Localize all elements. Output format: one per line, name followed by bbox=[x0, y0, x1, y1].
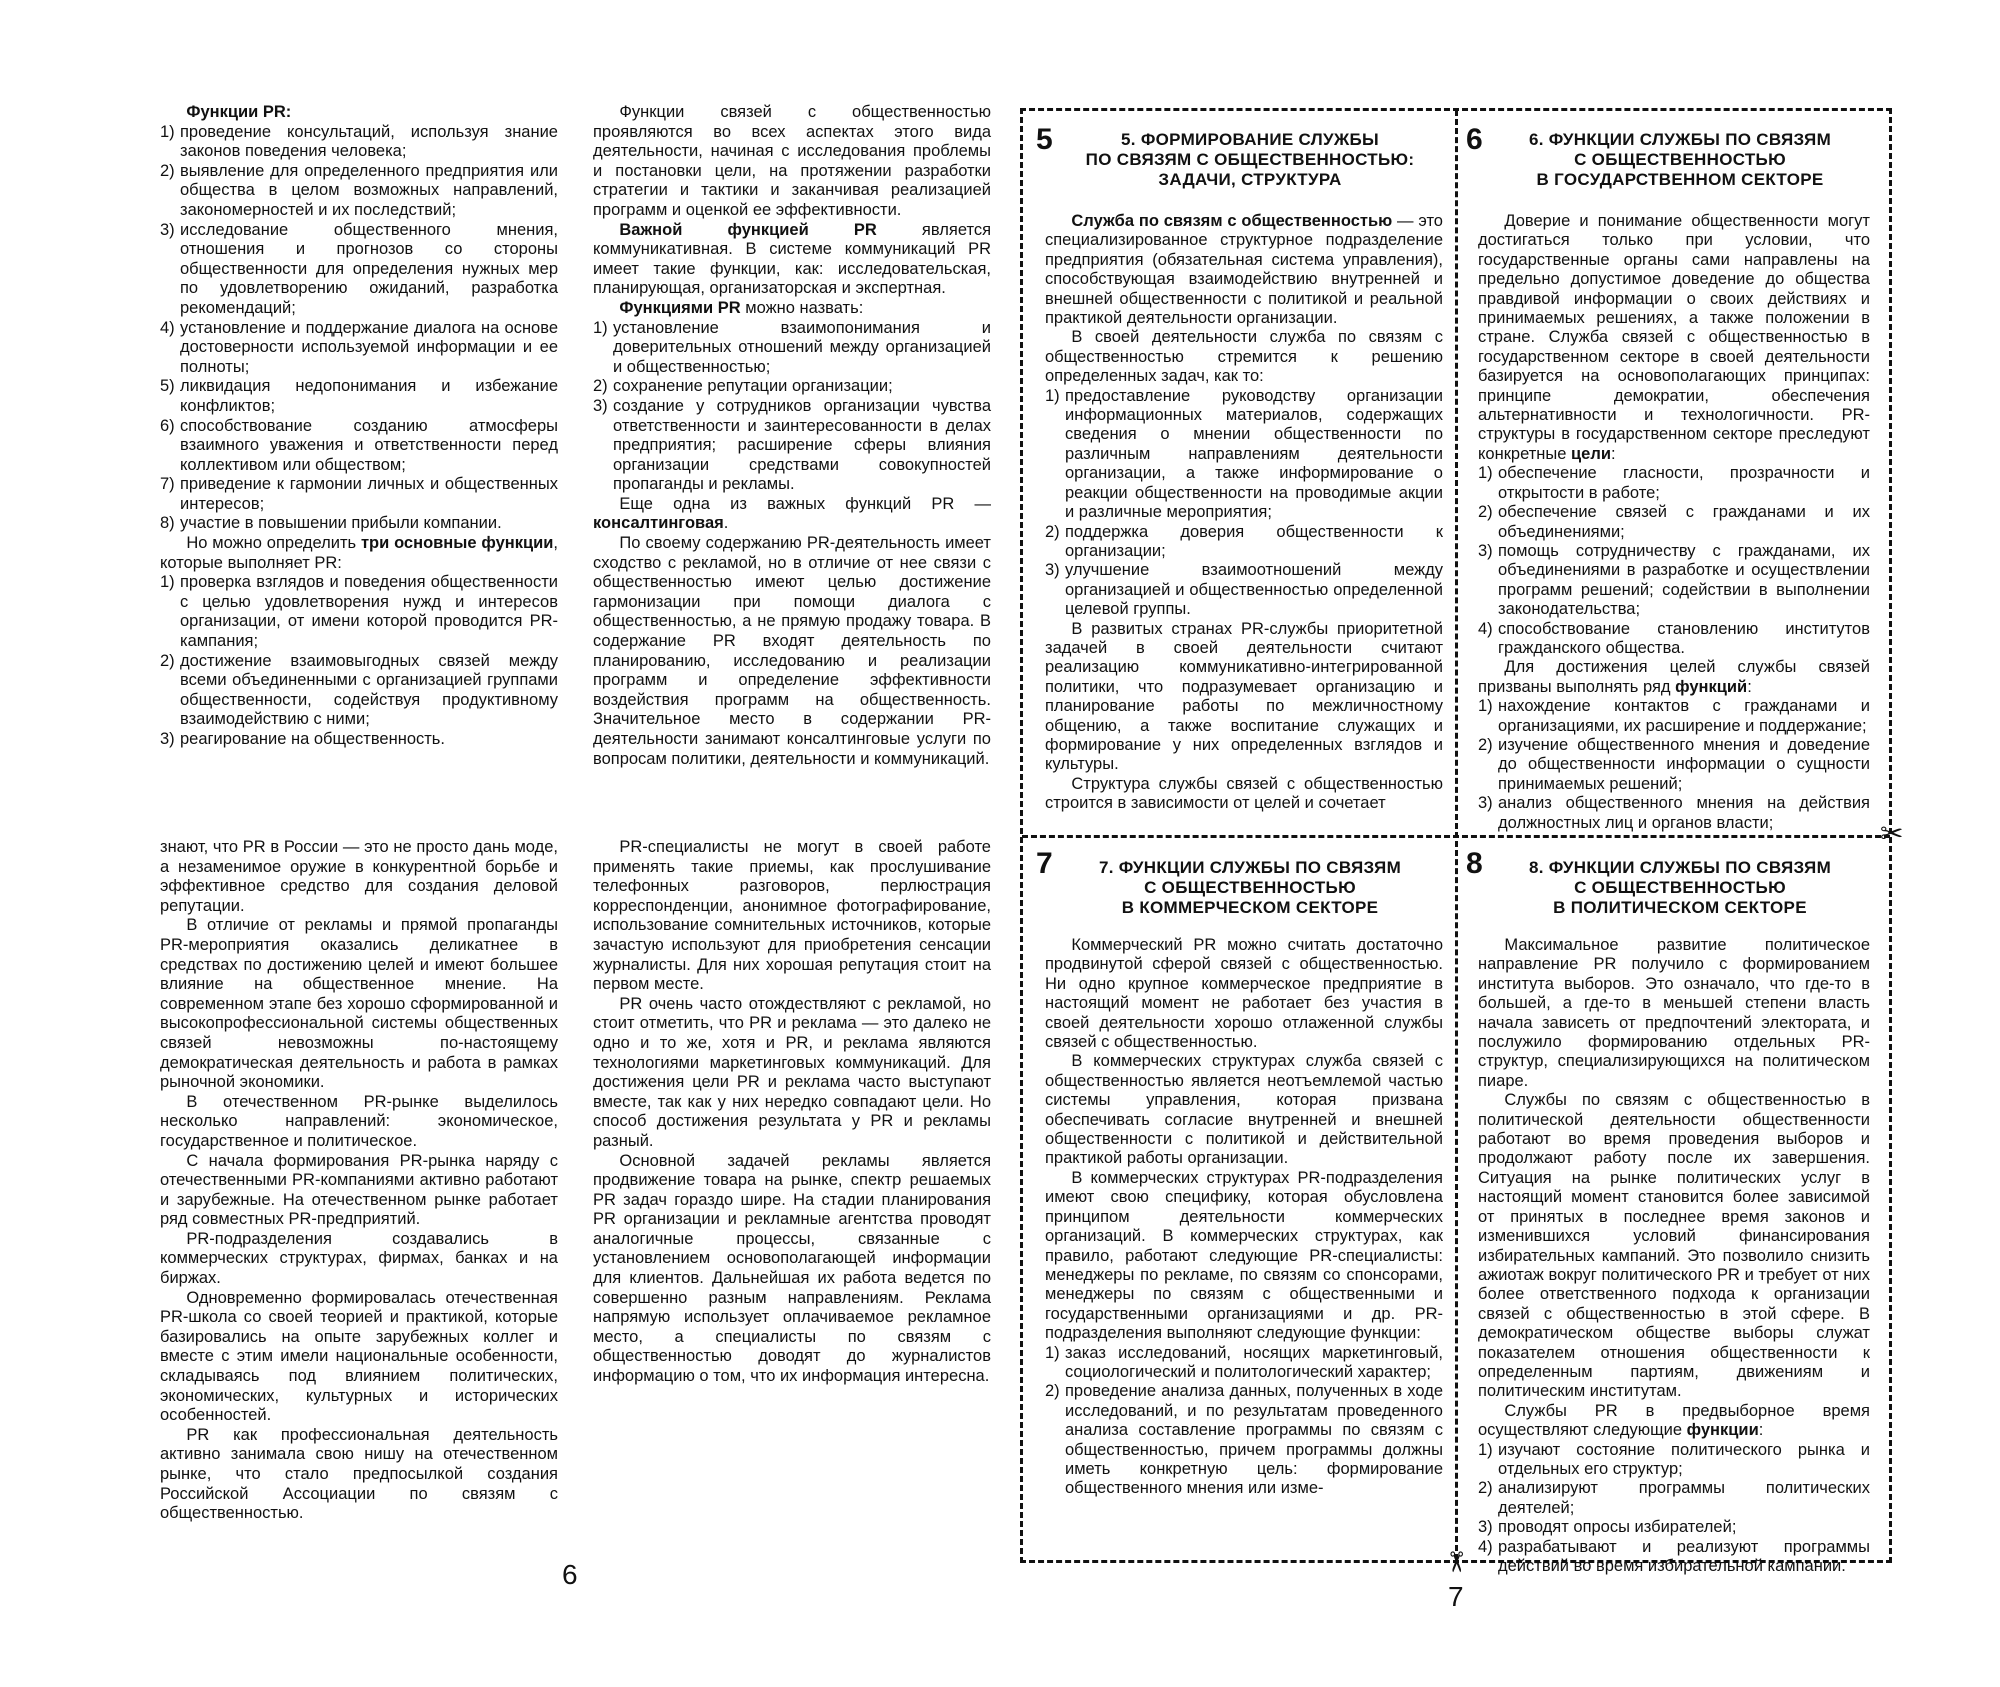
paragraph: Служба по связям с общественностью — это специализированное структурное подразделение предприятия (обязательная система управления), способствующая взаимодействию внутренней и внешней общественности с политикой и реальной практикой деятельности организации. bbox=[1045, 212, 1443, 328]
card8-list bbox=[1478, 1441, 1870, 1577]
paragraph: Для достижения целей службы связей призваны выполнять ряд функций: bbox=[1478, 658, 1870, 696]
list-item: 6) способствование созданию атмосферы взаимного уважения и ответственности перед коллективом или обществом; bbox=[160, 416, 558, 474]
list-item: 1) нахождение контактов с гражданами и организациями, их расширение и поддержание; bbox=[1478, 697, 1870, 735]
card6-body bbox=[1478, 212, 1870, 832]
list-item: 1) проверка взглядов и поведения общественности с целью удовлетворения нужд и интересов организации, от имени которой проводится PR-кампания; bbox=[160, 573, 558, 651]
paragraph: В коммерческих структурах служба связей с общественностью является неотъемлемой частью системы управления, которая призвана обеспечивать согласие внутренней и внешней общественности с политикой и действительной практикой работы организации. bbox=[1045, 1052, 1443, 1168]
functions-heading: Функции PR: bbox=[186, 103, 292, 121]
list-item: 5) ликвидация недопонимания и избежание конфликтов; bbox=[160, 377, 558, 415]
list-item: 1) предоставление руководству организации информационных материалов, содержащих сведения о мнении общественности по различным направлениям деятельности организации, а также информирование о реакции общественности на проводимые акции и различные мероприятия; bbox=[1045, 386, 1443, 522]
card8-title: 8. ФУНКЦИИ СЛУЖБЫ ПО СВЯЗЯМ С ОБЩЕСТВЕННОСТЬЮ В ПОЛИТИЧЕСКОМ СЕКТОРЕ bbox=[1528, 858, 1832, 917]
paragraph: В отечественном PR-рынке выделилось несколько направлений: экономическое, государственное и политическое. bbox=[160, 1092, 558, 1150]
list-item: 1) обеспечение гласности, прозрачности и открытости в работе; bbox=[1478, 464, 1870, 502]
list-item: 1) заказ исследований, носящих маркетинговый, социологический и политологический характер; bbox=[1045, 1343, 1443, 1381]
three-functions-list bbox=[160, 573, 558, 749]
paragraph: В отличие от рекламы и прямой пропаганды PR-мероприятия оказались деликатнее в средствах по достижению целей и имеют большее влияние на общественное мнение. На современном этапе без хорошо сформированной и высокопрофессиональной системы общественных связей невозможны по-настоящему демократическая деятельность и работа в рамках рыночной экономики. bbox=[160, 916, 558, 1092]
list-item: 3) помощь сотрудничеству с гражданами, их объединениями в разработке и осуществлении программ решений; содействии в выполнении законодательства; bbox=[1478, 541, 1870, 619]
list-item: 4) разрабатывают и реализуют программы действий во время избирательной кампании. bbox=[1478, 1537, 1870, 1575]
card7-title: 7. ФУНКЦИИ СЛУЖБЫ ПО СВЯЗЯМ С ОБЩЕСТВЕННОСТЬЮ В КОММЕРЧЕСКОМ СЕКТОРЕ bbox=[1098, 858, 1402, 917]
list-item: 2) выявление для определенного предприятия или общества в целом возможных направлений, закономерностей и их последствий; bbox=[160, 161, 558, 219]
list-item: 3) реагирование на общественность. bbox=[160, 730, 445, 748]
list-item: 3) создание у сотрудников организации чувства ответственности и заинтересованности в делах предприятия; расширение сферы влияния организации средствами совокупностей пропаганды и рекламы. bbox=[593, 396, 991, 494]
list-item: 1) проведение консультаций, используя знание законов поведения человека; bbox=[160, 122, 558, 161]
list-item: 2) проведение анализа данных, полученных в ходе исследований, и по результатам проведенного анализа составление программы по связям с общественностью, причем программы должны иметь конкретную цель: формирование общественного мнения или изме- bbox=[1045, 1382, 1443, 1498]
paragraph: Службы по связям с общественностью в политической деятельности общественности работают во время проведения выборов и продолжают работу после их завершения. Ситуация на рынке политических услуг в настоящий момент становится более зависимой от принятых в последнее время законов и изменившихся условий финансирования избирательных кампаний. Это позволило снизить ажиотаж вокруг политического PR и требует от них более ответственного подхода к организации связей с общественностью в этой сфере. В демократическом обществе выборы служат показателем отношения общественности к определенным партиям, движениям и политическим институтам. bbox=[1478, 1091, 1870, 1401]
left-col2-top bbox=[593, 103, 991, 793]
paragraph: В коммерческих структурах PR-подразделения имеют свою специфику, которая обусловлена принципом деятельности коммерческих организаций. В коммерческих структурах, как правило, работают следующие PR-специалисты: менеджеры по рекламе, по связям со спонсорами, менеджеры по связям с общественными и государственными организациями и др. PR-подразделения выполняют следующие функции: bbox=[1045, 1168, 1443, 1343]
paragraph: Доверие и понимание общественности могут достигаться только при условии, что государственные органы сами направлены на предельно допустимое доведение до общества правдивой информации о своих действиях и принимаемых решениях, а также положении в стране. Служба связей с общественностью в государственном секторе в своей деятельности базируется на основополагающих принципах: принципе демократии, обеспечения альтернативности и технологичности. PR-структуры в государственном секторе преследуют конкретные цели: bbox=[1478, 212, 1870, 463]
paragraph: PR-специалисты не могут в своей работе применять такие приемы, как прослушивание телефонных разговоров, перлюстрация корреспонденции, анонимное фотографирование, использование сомнительных источников, которые зачастую используют для приобретения сенсации журналисты. Для них хорошая репутация стоит на первом месте. bbox=[593, 838, 991, 994]
list-item: 2) обеспечение связей с гражданами и их объединениями; bbox=[1478, 503, 1870, 541]
list-item: 2) изучение общественного мнения и доведение до общественности информации о сущности принимаемых решений; bbox=[1478, 735, 1870, 793]
list-item: 8) участие в повышении прибыли компании. bbox=[160, 514, 502, 533]
card5-body bbox=[1045, 212, 1443, 828]
list-item: 1) изучают состояние политического рынка и отдельных его структур; bbox=[1478, 1440, 1870, 1478]
page-number-right: 7 bbox=[1448, 1581, 1464, 1612]
card6-functions-list bbox=[1478, 697, 1870, 833]
paragraph: Службы PR в предвыборное время осуществляют следующие функции: bbox=[1478, 1401, 1870, 1440]
paragraph: Коммерческий PR можно считать достаточно продвинутой сферой связей с общественностью. Ни одно крупное коммерческое предприятие в настоящий момент не работает без участия в своей деятельности хорошо отлаженной службы связей с общественностью. bbox=[1045, 936, 1443, 1052]
paragraph: Функциями PR можно назвать: bbox=[619, 298, 864, 317]
left-col1-top bbox=[160, 103, 558, 748]
paragraph: Функции связей с общественностью проявляются во всех аспектах этого вида деятельности, начиная с исследования проблемы и постановки цели, на протяжении разработки стратегии и тактики и заканчивая реализацией программ и оценкой ее эффективности. bbox=[593, 103, 991, 219]
list-item: 2) поддержка доверия общественности к организации; bbox=[1045, 522, 1443, 560]
pr-functions-list bbox=[593, 319, 991, 495]
paragraph: Структура службы связей с общественностью строится в зависимости от целей и сочетает bbox=[1045, 774, 1443, 813]
list-item: 3) анализ общественного мнения на действия должностных лиц и органов власти; bbox=[1478, 794, 1870, 832]
paragraph: Одновременно формировалась отечественная PR-школа со своей теорией и практикой, которые базировались на опыте зарубежных коллег и вместе с этим имели национальные особенности, складываясь под влиянием политических, экономических, культурных и исторических особенностей. bbox=[160, 1288, 558, 1425]
paragraph: В развитых странах PR-службы приоритетной задачей в своей деятельности считают реализацию коммуникативно-интегрированной политики, что подразумевает организацию и планирование работы по межличностному общению, а также воспитание служащих и формирование у них определенных взглядов и культуры. bbox=[1045, 619, 1443, 774]
card-number-8: 8 bbox=[1466, 847, 1483, 880]
list-item: 4) установление и поддержание диалога на основе достоверности используемой информации и ее полноты; bbox=[160, 318, 558, 376]
scissors-icon: ✂ bbox=[1440, 1550, 1472, 1574]
list-item: 3) улучшение взаимоотношений между организацией и общественностью определенной целевой группы. bbox=[1045, 561, 1443, 619]
paragraph: Основной задачей рекламы является продвижение товара на рынке, спектр решаемых PR задач гораздо шире. На стадии планирования PR организации и рекламные агентства проводят аналогичные процессы, связанные с установлением основополагающей информации для клиентов. Дальнейшая их работа ведется по совершенно разным направлениям. Реклама напрямую использует оплачиваемое рекламное место, а специалисты по связям с общественностью доводят до журналистов информацию о том, что их информация интересна. bbox=[593, 1151, 991, 1386]
paragraph: знают, что PR в России — это не просто дань моде, а незаменимое оружие в конкурентной борьбе и эффективное средство для создания деловой репутации. bbox=[160, 838, 558, 915]
card7-body bbox=[1045, 936, 1443, 1548]
card6-title: 6. ФУНКЦИИ СЛУЖБЫ ПО СВЯЗЯМ С ОБЩЕСТВЕННОСТЬЮ В ГОСУДАРСТВЕННОМ СЕКТОРЕ bbox=[1528, 130, 1832, 189]
paragraph: PR-подразделения создавались в коммерческих структурах, фирмах, банках и на биржах. bbox=[160, 1229, 558, 1288]
page-number-left: 6 bbox=[562, 1559, 578, 1590]
paragraph: По своему содержанию PR-деятельность имеет сходство с рекламой, но в отличие от нее связи с общественностью имеют целью достижение гармонизации при помощи диалога с общественностью, а не прямую продажу товара. В содержание PR входят деятельность по планированию, исследованию и реализации программ и определение эффективности воздействия программ на общественность. Значительное место в содержании PR-деятельности занимают консалтинговые услуги по вопросам политики, деятельности и коммуникаций. bbox=[593, 534, 991, 768]
list-item: 3) проводят опросы избирателей; bbox=[1478, 1518, 1737, 1537]
list-item: 7) приведение к гармонии личных и общественных интересов; bbox=[160, 475, 558, 513]
left-col2-bottom bbox=[593, 838, 991, 1398]
paragraph: PR очень часто отождествляют с рекламой, но стоит отметить, что PR и реклама — это далеко не одно и то же, хотя и PR, и реклама являются технологиями маркетинговых коммуникаций. Для достижения цели PR и реклама часто выступают вместе, так как у них нередко совпадают цели. Но способ достижения результата у PR и рекламы разный. bbox=[593, 994, 991, 1150]
list-item: 2) достижение взаимовыгодных связей между всеми объединенными с организацией группами общественности, содействуя продуктивному взаимодействию с ними; bbox=[160, 651, 558, 729]
left-col1-bottom bbox=[160, 838, 558, 1523]
paragraph: С начала формирования PR-рынка наряду с отечественными PR-компаниями активно работают и зарубежные. На отечественном рынке работает ряд совместных PR-предприятий. bbox=[160, 1151, 558, 1229]
paragraph: Максимальное развитие политическое направление PR получило с формированием института выборов. Это означало, что где-то в большей, а где-то в меньшей степени власть начала зависеть от предпочтений электората, и послужило формированию отдельных PR-структур, специализирующихся на политическом пиаре. bbox=[1478, 936, 1870, 1090]
three-functions-paragraph: Но можно определить три основные функции, которые выполняет PR: bbox=[160, 534, 558, 572]
paragraph: В своей деятельности служба по связям с общественностью стремится к решению определенных задач, как то: bbox=[1045, 328, 1443, 386]
card6-goals-list bbox=[1478, 464, 1870, 658]
card5-title: 5. ФОРМИРОВАНИЕ СЛУЖБЫ ПО СВЯЗЯМ С ОБЩЕСТВЕННОСТЬЮ: ЗАДАЧИ, СТРУКТУРА bbox=[1085, 130, 1415, 189]
paragraph: PR как профессиональная деятельность активно занимала свою нишу на отечественном рынке, что стало предпосылкой создания Российской Ассоциации по связям с общественностью. bbox=[160, 1425, 558, 1523]
list-item: 1) установление взаимопонимания и доверительных отношений между организацией и общественностью; bbox=[593, 318, 991, 376]
paragraph: Еще одна из важных функций PR — консалтинговая. bbox=[593, 494, 991, 533]
list-item: 4) способствование становлению институтов гражданского общества. bbox=[1478, 619, 1870, 657]
card-number-7: 7 bbox=[1036, 847, 1053, 880]
list-item: 3) исследование общественного мнения, отношения и прогнозов со стороны общественности для определения нужных мер по удовлетворению ожиданий, разработка рекомендаций; bbox=[160, 220, 558, 317]
card-divider-horizontal bbox=[1022, 835, 1890, 838]
list-item: 2) сохранение репутации организации; bbox=[593, 377, 893, 396]
functions-list bbox=[160, 123, 558, 534]
card-number-5: 5 bbox=[1036, 123, 1053, 156]
card8-body bbox=[1478, 936, 1870, 1575]
card5-list bbox=[1045, 387, 1443, 620]
paragraph: Важной функцией PR является коммуникативная. В системе коммуникаций PR имеет такие функции, как: исследовательская, планирующая, организаторская и экспертная. bbox=[593, 220, 992, 298]
card-number-6: 6 bbox=[1466, 123, 1483, 156]
card7-list bbox=[1045, 1344, 1443, 1499]
list-item: 2) анализируют программы политических деятелей; bbox=[1478, 1479, 1870, 1517]
scissors-icon: ✂ bbox=[1880, 818, 1904, 849]
